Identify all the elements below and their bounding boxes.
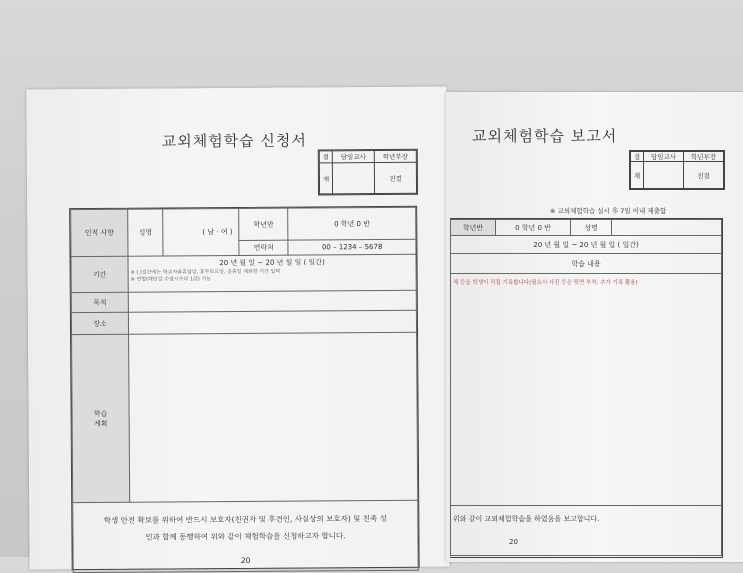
report-content-note: 체 등을 학생이 직접 기록합니다(필요시 사진 등은 뒷면 부착, 추가 기록 활용)	[453, 280, 638, 286]
approval-label-bottom: 재	[319, 163, 332, 194]
statement-date: 20	[240, 555, 251, 565]
report-approval-box	[629, 150, 725, 190]
gender-choice: ( 남 · 여 )	[163, 208, 240, 256]
report-date: 20	[509, 538, 518, 546]
report-statement-cell	[451, 506, 722, 556]
report-class-label: 학년반	[451, 220, 496, 236]
report-approval-label-bottom: 재	[631, 162, 644, 189]
purpose-field[interactable]	[128, 290, 416, 312]
report-approval-col-teacher: 담임교사	[644, 152, 684, 162]
report-approval-stamp: 전결	[684, 162, 724, 189]
period-value: 20 년 월 일 ~ 20 년 월 일 ( 일간)	[219, 258, 325, 268]
report-class-value: 0 학년 0 반	[496, 220, 571, 236]
report-form-table	[450, 218, 723, 558]
report-name-label: 성명	[571, 220, 612, 236]
approval-stamp: 전결	[374, 162, 416, 193]
period-note-2: ※ 연법(해당일 수업시수의 1/2) 가능	[130, 276, 212, 283]
plan-label-line1: 학습	[93, 409, 108, 418]
application-form-title: 교외체험학습 신청서	[161, 131, 307, 151]
approval-col-teacher: 담임교사	[332, 151, 374, 163]
plan-label-line2: 계획	[93, 419, 108, 428]
name-label: 성명	[128, 209, 163, 256]
contact-value: 00 – 1234 – 5678	[288, 239, 416, 255]
statement-line-2: 인과 함께 동행하여 위와 같이 체험학습을 신청하고자 합니다.	[145, 531, 346, 542]
deadline-note: ※ 교외체험학습 실시 후 7일 이내 제출함	[550, 207, 667, 215]
plan-field[interactable]	[129, 332, 418, 502]
period-cell	[128, 254, 416, 292]
report-statement: 위와 같이 교외체험학습을 하였음을 보고합니다.	[453, 515, 600, 523]
report-content-label: 학습 내용	[451, 254, 722, 274]
place-label: 장소	[71, 312, 128, 334]
report-approval-sign-teacher	[644, 162, 684, 189]
statement-line-1: 학생 안전 확보를 위하여 반드시 보호자(친권자 및 후견인, 사실상의 보호자) 및 친족 성	[103, 513, 387, 525]
approval-label-top: 결	[319, 151, 332, 163]
report-name-field[interactable]	[612, 220, 722, 236]
period-note-1: ※ ( )일간에는 학교자율휴업일, 휴무토요일, 공휴일 제외한 기간 입력	[130, 268, 281, 276]
class-value: 0 학년 0 반	[288, 207, 416, 240]
period-label: 기간	[71, 256, 128, 292]
personal-info-label: 인적 사항	[71, 209, 128, 256]
application-form-sheet	[26, 87, 449, 570]
report-content-field[interactable]	[451, 274, 722, 506]
application-form-table	[69, 206, 420, 570]
approval-box	[318, 149, 418, 196]
class-label: 학년반	[239, 208, 288, 240]
report-approval-label-top: 결	[631, 152, 644, 162]
report-approval-col-head: 학년부장	[684, 152, 724, 162]
contact-label: 연락처	[239, 240, 288, 255]
plan-label	[72, 334, 130, 502]
report-form-sheet	[446, 92, 743, 562]
report-period-value: 20 년 월 일 ~ 20 년 월 일 ( 일간)	[451, 236, 722, 254]
purpose-label: 목적	[71, 292, 128, 312]
report-form-title: 교외체험학습 보고서	[472, 127, 618, 145]
place-field[interactable]	[128, 310, 416, 334]
statement-cell	[73, 500, 418, 572]
approval-col-head: 학년부장	[374, 150, 416, 162]
approval-sign-teacher	[332, 163, 374, 194]
